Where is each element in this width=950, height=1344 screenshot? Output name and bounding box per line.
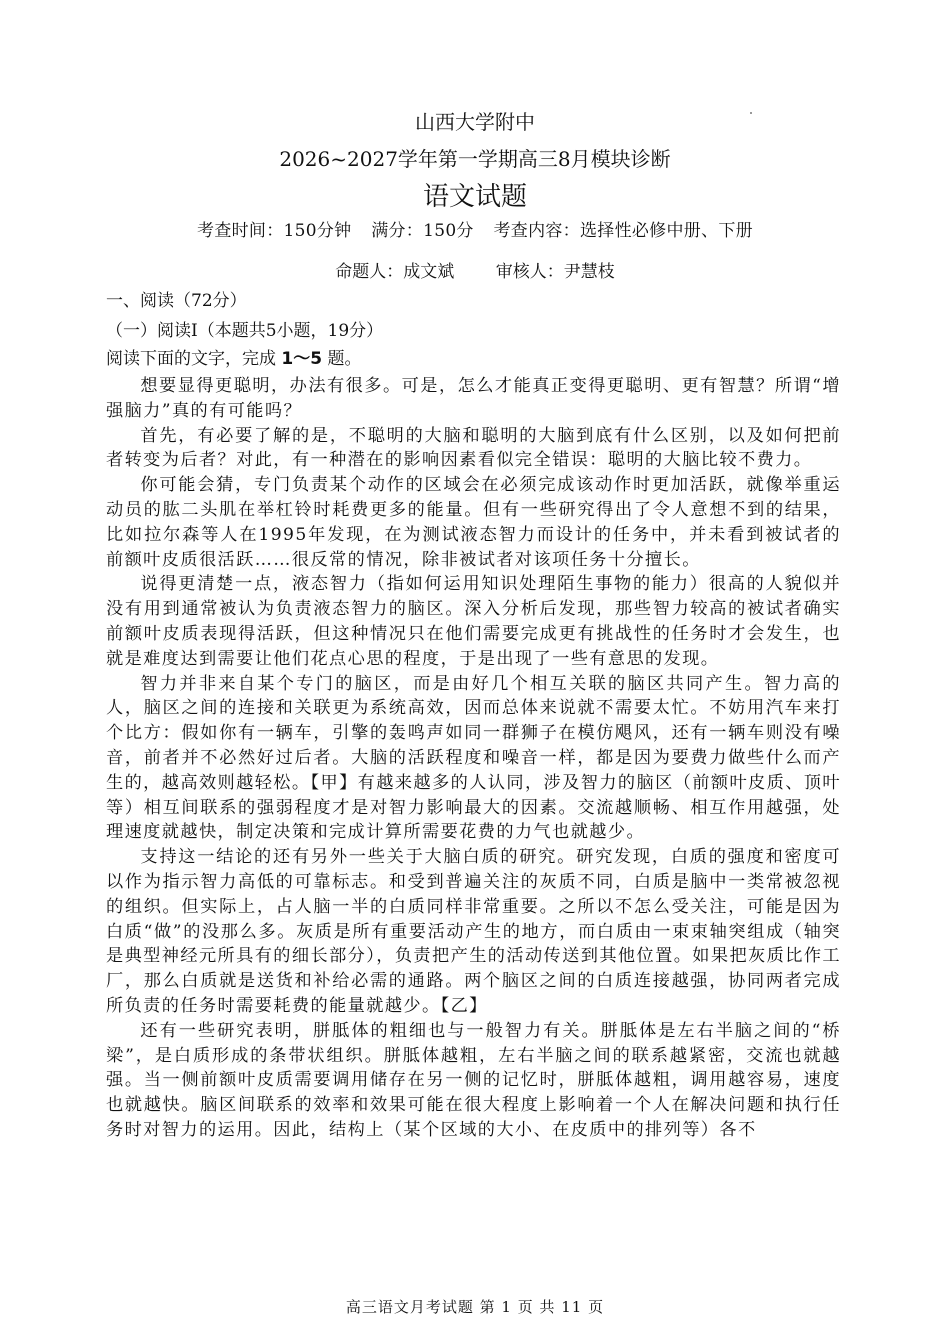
exam-info [0, 216, 950, 241]
paragraph: 支持这一结论的还有另外一些关于大脑白质的研究。研究发现，白质的强度和密度可以作为指示智力高低的可靠标志。和受到普遍关注的灰质不同，白质是脑中一类常被忽视的组织。但实际上，占人脑一半的白质同样非常重要。之所以不怎么受关注，可能是因为白质“做”的没那么多。灰质是所有重要活动产生的地方，而白质由一束束轴突组成（轴突是典型神经元所具有的细长部分），负责把产生的活动传送到其他位置。如果把灰质比作工厂，那么白质就是送货和补给必需的通路。两个脑区之间的白质连接越强，协同两者完成所负责的任务时需要耗费的能量就越少。【乙】 [106, 847, 841, 1016]
exam-reviewer: 审核人：尹慧枝 [495, 262, 615, 282]
paragraph: 说得更清楚一点，液态智力（指如何运用知识处理陌生事物的能力）很高的人貌似并没有用到通常被认为负责液态智力的脑区。深入分析后发现，那些智力较高的被试者确实前额叶皮质表现得活跃，但这种情况只在他们需要完成更有挑战性的任务时才会发生，也就是难度达到需要让他们花点心思的程度，于是出现了一些有意思的发现。 [106, 574, 841, 669]
section-title: 一、阅读（72分） [106, 291, 247, 311]
paragraph: 还有一些研究表明，胼胝体的粗细也与一般智力有关。胼胝体是左右半脑之间的“桥梁”，是白质形成的条带状组织。胼胝体越粗，左右半脑之间的联系越紧密，交流也就越强。当一侧前额叶皮质需要调用储存在另一侧的记忆时，胼胝体越粗，调用越容易，速度也就越快。脑区间联系的效率和效果可能在很大程度上影响着一个人在解决问题和执行任务时对智力的运用。因此，结构上（某个区域的大小、在皮质中的排列等）各不 [106, 1020, 841, 1140]
exam-time: 考查时间：150分钟 [197, 221, 352, 241]
instruction-after: 题。 [327, 349, 362, 369]
paragraph: 智力并非来自某个专门的脑区，而是由好几个相互关联的脑区共同产生。智力高的人，脑区之间的连接和关联更为系统高效，因而总体来说就不需要太忙。不妨用汽车来打个比方：假如你有一辆车，引擎的轰鸣声如同一群狮子在模仿飓风，还有一辆车则没有噪音，前者并不必然好过后者。大脑的活跃程度和噪音一样，都是因为要费力做些什么而产生的，越高效则越轻松。【甲】有越来越多的人认同，涉及智力的脑区（前额叶皮质、顶叶等）相互间联系的强弱程度才是对智力影响最大的因素。交流越顺畅、相互作用越强，处理速度就越快，制定决策和完成计算所需要花费的力气也就越少。 [106, 673, 841, 843]
instruction [106, 344, 361, 369]
school-name: 山西大学附中 [415, 110, 535, 134]
paragraph: 首先，有必要了解的是，不聪明的大脑和聪明的大脑到底有什么区别，以及如何把前者转变为后者？对此，有一种潜在的影响因素看似完全错误：聪明的大脑比较不费力。 [106, 425, 841, 471]
exam-author: 命题人：成文斌 [335, 262, 455, 282]
reading-passage [106, 374, 841, 1143]
instruction-before: 阅读下面的文字，完成 [106, 349, 276, 369]
paragraph: 想要显得更聪明，办法有很多。可是，怎么才能真正变得更聪明、更有智慧？所谓“增强脑力”真的有可能吗？ [106, 376, 841, 421]
subsection-title: （一）阅读Ⅰ（本题共5小题，19分） [106, 321, 384, 341]
exam-content: 考查内容：选择性必修中册、下册 [493, 221, 753, 241]
instruction-range: 1～5 [281, 349, 323, 369]
exam-subject: 语文试题 [422, 182, 527, 212]
paragraph: 你可能会猜，专门负责某个动作的区域会在必须完成该动作时更加活跃，就像举重运动员的肱二头肌在举杠铃时耗费更多的能量。但有一些研究得出了令人意想不到的结果，比如拉尔森等人在1995年发现，在为测试液态智力而设计的任务中，并未看到被试者的前额叶皮质很活跃……很反常的情况，除非被试者对该项任务十分擅长。 [106, 475, 841, 570]
exam-staff [0, 257, 950, 282]
exam-term: 2026~2027学年第一学期高三8月模块诊断 [279, 147, 671, 171]
page-footer: 高三语文月考试题 第 1 页 共 11 页 [345, 1298, 605, 1316]
exam-score: 满分：150分 [371, 221, 474, 241]
